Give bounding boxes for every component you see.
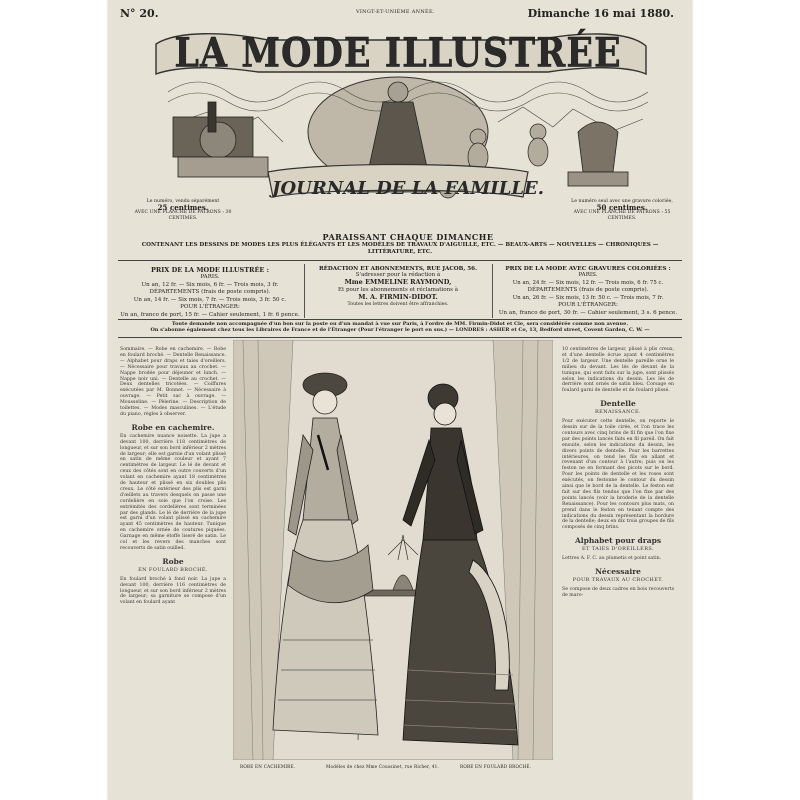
article-subheading: ET TAIES D'OREILLERS. — [581, 546, 655, 553]
block-title: RÉDACTION ET ABONNEMENTS, RUE JACOB, 56. — [318, 266, 478, 272]
price-line: PARIS. — [578, 272, 598, 278]
note-line: AVEC UNE PLANCHE DE PATRONS : 55 CENTIMES. — [573, 210, 671, 221]
divider — [118, 319, 682, 320]
subscription-notice — [122, 321, 678, 334]
year-of-publication: VINGT-ET-UNIÈME ANNÉE. — [356, 9, 435, 15]
divider — [118, 260, 682, 261]
article-heading: Robe en cachemire. — [131, 422, 215, 432]
note-price: 50 centimes. — [596, 202, 648, 212]
fashion-illustration — [233, 340, 553, 760]
prices-left-block — [120, 266, 300, 320]
right-text-column — [562, 347, 674, 599]
article-subheading: POUR TRAVAUX AU CROCHET. — [572, 576, 664, 583]
price-line: Un an, franco de port, 30 fr. — Cahier seulement, 3 s. 6 pence. — [498, 309, 678, 316]
editor-name: Mme EMMELINE RAYMOND, — [344, 278, 452, 287]
notice-line: On s'abonne également chez tous les Libraires de France et de l'Étranger (Pour l'étranger le port en sus.) — LONDRES : ASHER et Co, 13, Bedford street, Covent Garden, C. W. — — [150, 327, 650, 334]
caption-middle: Modèles de chez Mme Coussinet, rue Richer, 41. — [326, 764, 440, 769]
price-line: Un an, 12 fr. — Six mois, 6 fr. — Trois mois, 3 fr. — [141, 281, 279, 288]
article-paragraph: En cachemire nuance noisette. La jupe a devant 100, derrière 118 centimètres de longueur, et sur son bord inférieur 2 mètres de largeur; elle est garnie d'un volant plissé en satin de même couleur et ayant 7 centimètres de largeur. Le lé de devant et ceux des côtés sont en outre couverts d'un volant en cachemire ayant 18 centimètres de hauteur et plissé en six doubles plis creux. Le côté extérieur des plis est garni d'œillets au travers desquels on passe une cordelière en soie que l'on croise. Les extrémités des cordelières sont terminées par des glands. Le lé de derrière de la jupe est garni d'un volant plissé en cachemire ayant 45 centimètres de hauteur. Tunique en cachemire ornée de coutures piquées. Garnage en même étoffe liseré de satin. Le col et les revers des manches sont recouverts de satin ouilled. — [120, 433, 226, 551]
single-issue-price-note — [128, 199, 238, 221]
issue-number: N° 20. — [120, 7, 159, 20]
block-title: PRIX DE LA MODE ILLUSTRÉE : — [150, 266, 270, 274]
note-line: Le numéro seul avec une gravure coloriée, — [571, 199, 673, 204]
note-price: 25 centimes. — [157, 202, 209, 212]
masthead-title: LA MODE ILLUSTRÉE — [174, 29, 622, 78]
article-heading: Alphabet pour draps — [574, 536, 662, 546]
column-separator — [304, 264, 305, 318]
divider — [118, 337, 682, 338]
caption-right: ROBE EN FOULARD BROCHÉ. — [460, 764, 532, 769]
price-line: Un an, 24 fr. — Six mois, 12 fr. — Trois mois, 6 fr. 75 c. — [512, 279, 664, 286]
caption-left: ROBE EN CACHEMIRE. — [240, 764, 296, 769]
note-line: AVEC UNE PLANCHE DE PATRONS : 30 CENTIMES. — [134, 210, 232, 221]
redaction-line: Toutes les lettres doivent être affranchies. — [347, 301, 449, 307]
redaction-line: S'adresser pour la rédaction à — [355, 272, 441, 278]
issue-date: Dimanche 16 mai 1880. — [527, 7, 674, 20]
block-title: PRIX DE LA MODE AVEC GRAVURES COLORIÉES : — [505, 266, 671, 272]
article-paragraph: En foulard broché à fond noir. La jupe a devant 100, derrière 116 centimètres de longueur, et sur son bord inférieur 2 mètres de largeur; sa garniture se compose d'un volant en foulard ayant — [120, 576, 226, 606]
price-line: DÉPARTEMENTS (frais de poste compris). — [527, 287, 649, 294]
contents-tagline — [128, 242, 672, 256]
redaction-line: Et pour les abonnements et réclamations à — [338, 286, 458, 293]
price-line: POUR L'ÉTRANGER: — [558, 302, 618, 309]
newspaper-page — [108, 0, 692, 800]
price-line: PARIS. — [200, 274, 220, 280]
colored-issue-price-note — [562, 199, 682, 221]
article-heading: Robe — [162, 556, 184, 566]
redaction-block — [308, 266, 488, 307]
price-line: Un an, 14 fr. — Six mois, 7 fr. — Trois mois, 3 fr. 50 c. — [133, 296, 287, 303]
article-paragraph: 10 centimètres de largeur, plissé à plis creux, et d'une dentelle écrue ayant 4 centimètres 1/2 de largeur. Une dentelle pareille orne le milieu du devant. Les lés de devant de la tunique, qui sont faits sur la jupe, sont plissés selon les indications du dessin. Les lés de derrière sont ornés de satin bleu. Corsage en foulard garni de dentelle et de foulard plissé. — [562, 347, 674, 394]
article-subheading: RENAISSANCE. — [595, 409, 641, 416]
publisher-name: M. A. FIRMIN-DIDOT. — [358, 293, 438, 302]
prices-right-block — [496, 266, 680, 318]
price-line: POUR L'ÉTRANGER: — [180, 304, 240, 311]
article-subheading: EN FOULARD BROCHÉ. — [138, 566, 208, 573]
left-text-column — [120, 347, 226, 606]
article-heading: Dentelle — [600, 399, 636, 409]
article-paragraph: Lettres A. F. C. au plumetis et point satin. — [562, 556, 662, 562]
note-line: Le numéro, vendu séparément — [146, 199, 220, 204]
article-paragraph: Se compose de deux cadres en bois recouverts de maro- — [562, 586, 674, 598]
summary-paragraph: Sommaire. — Robe en cachemire. — Robe en foulard broché. — Dentelle Renaissance. — Alphabet pour draps et taies d'oreillers. — Nécessaire pour travaux au crochet. — Nappe brodée pour déjeuner et lunch. — Nappe noir uni. — Dentelle au crochet. — Deux dentelles tricotées. — Coiffures exécutées par M. Bonnet. — Nécessaire à ouvrage. — Petit sac à ouvrage. — Mousseline. — Pèlerine. — Description de toilettes. — Modes masculines. — L'étude du piano, règles à observer. — [120, 347, 226, 417]
weekly-tagline: PARAISSANT CHAQUE DIMANCHE — [322, 232, 494, 242]
price-line: Un an, franco de port, 15 fr. — Cahier seulement, 1 fr. 6 pence. — [120, 311, 300, 318]
notice-line: Toute demande non accompagnée d'un bon sur la poste ou d'un mandat à vue sur Paris, à l'ordre de MM. Firmin-Didot et Cie, sera considérée comme non avenue. — [171, 321, 629, 327]
price-line: DÉPARTEMENTS (frais de poste compris). — [149, 289, 271, 296]
article-paragraph: Pour exécuter cette dentelle, on reporte le dessin sur de la toile cirée, et l'on trace les contours avec cinq brins de fil fin que l'on fixe par des points lancés faits en fil pareil. On fait ensuite, selon les indications du dessin, les divers points de dentelle. Pour les barrettes intérieures, on tend les fils en allant et revenant d'un contour à l'autre; puis on les feston ne en formant des picots sur le bord. Pour les points de dentelle et les roses sont exécutés, on festonne le contour du dessin ainsi que le bord de la dentelle. Le feston est fait sur des fils tendus que l'on fixe par des points lancés (voir la broderie de la dentelle Renaissance). Pour les contours plus mats, on prend dans le feston en tenant compte des indications du dessin représentant la bordure de la dentelle; deux en dix trois groupes de fils composés de cinq brins. — [562, 419, 674, 531]
contents-line: CONTENANT LES DESSINS DE MODES LES PLUS ÉLÉGANTS ET LES MODÈLES DE TRAVAUX D'AIGUILLE, ETC. — BEAUX-ARTS — NOUVELLES — CHRONIQUES — LITTÉRATURE, ETC. — [141, 242, 659, 255]
article-heading: Nécessaire — [595, 567, 641, 576]
column-separator — [492, 264, 493, 318]
price-line: Un an, 26 fr. — Six mois, 13 fr. 50 c. — Trois mois, 7 fr. — [512, 294, 664, 301]
masthead-subtitle: JOURNAL DE LA FAMILLE. — [271, 178, 544, 199]
